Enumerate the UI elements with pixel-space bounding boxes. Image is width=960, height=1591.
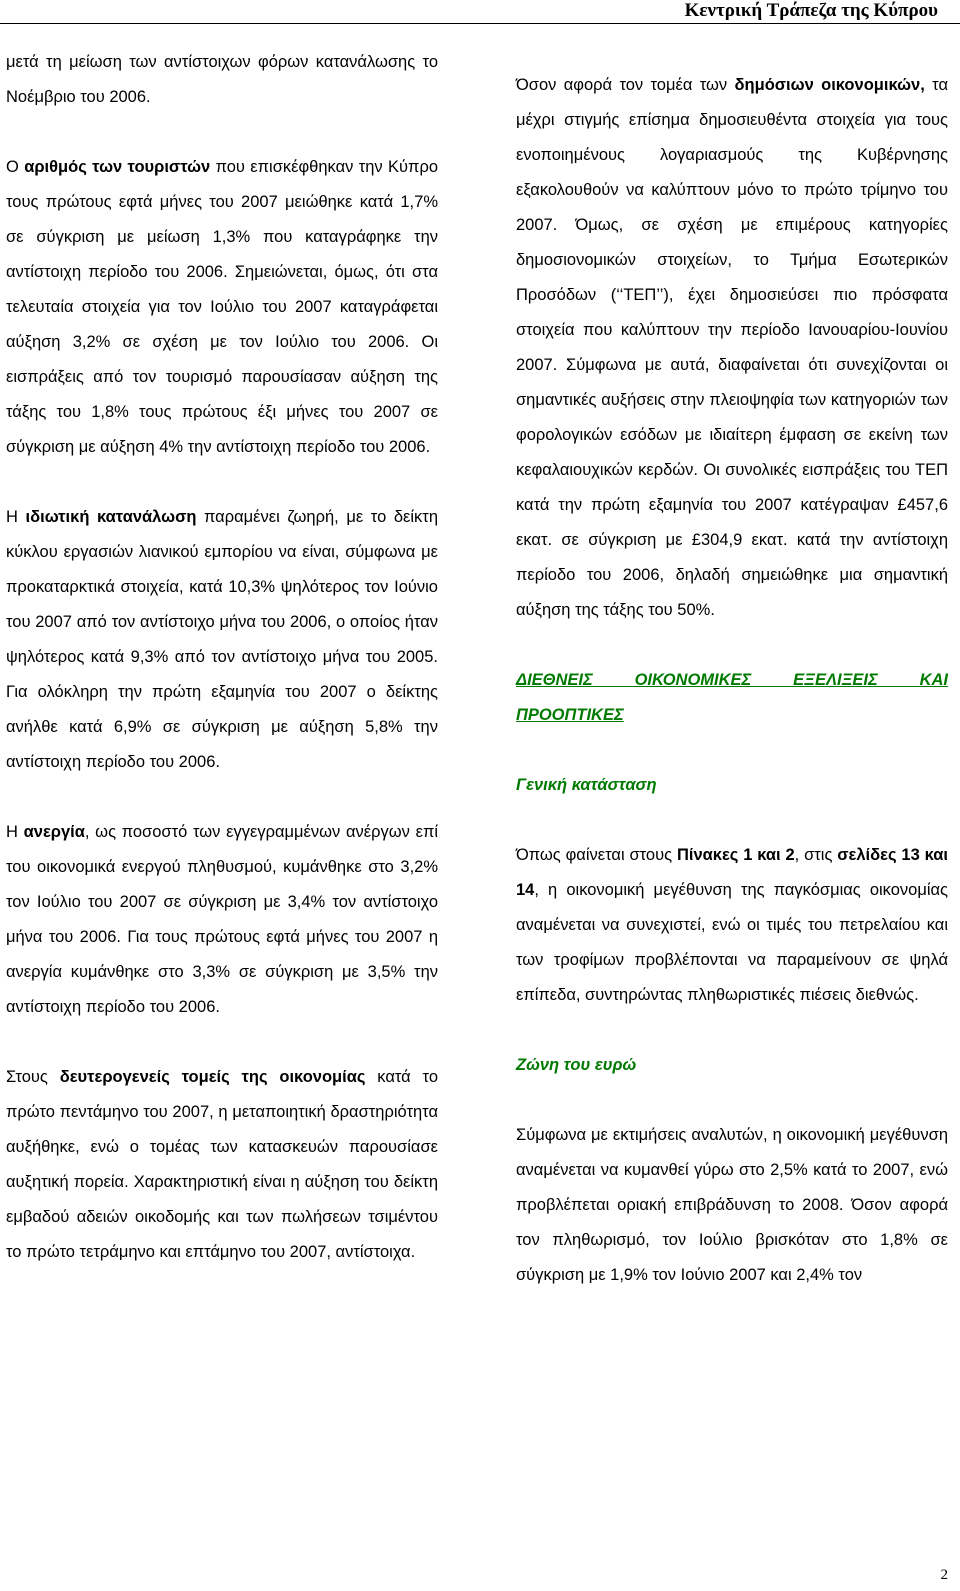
paragraph-global-growth: Όπως φαίνεται στους Πίνακες 1 και 2, στις σελίδες 13 και 14, η οικονομική μεγέθυνση της παγκόσμιας οικονομίας αναμένεται να συνεχιστεί, ενώ οι τιμές του πετρελαίου και των τροφίμων προβλέπονται να παραμείνουν σε ψηλά επίπεδα, συντηρώντας πληθωριστικές πιέσεις διεθνώς. <box>516 846 948 1004</box>
header-title: Κεντρική Τράπεζα της Κύπρου <box>684 0 938 21</box>
paragraph-secondary-sectors: Στους δευτερογενείς τομείς της οικονομίας κατά το πρώτο πεντάμηνο του 2007, η μεταποιητική δραστηριότητα αυξήθηκε, ενώ ο τομέας των κατασκευών παρουσίασε αυξητική πορεία. Χαρακτηριστική είναι η αύξηση του δείκτη εμβαδού αδειών οικοδομής και των πωλήσεων τσιμέντου το πρώτο τετράμηνο και επτάμηνο του 2007, αντίστοιχα. <box>6 1068 438 1261</box>
subheading-euro-area: Ζώνη του ευρώ <box>516 1056 637 1074</box>
paragraph-public-finances: Όσον αφορά τον τομέα των δημόσιων οικονομικών, τα μέχρι στιγμής επίσημα δημοσιευθέντα στοιχεία για τους ενοποιημένους λογαριασμούς της Κυβέρνησης εξακολουθούν να καλύπτουν μόνο το πρώτο τρίμηνο του 2007. Όμως, σε σχέση με επιμέρους κατηγορίες δημοσιονομικών στοιχείων, το Τμήμα Εσωτερικών Προσόδων (‘‘ΤΕΠ’’), έχει δημοσιεύσει πιο πρόσφατα στοιχεία που καλύπτουν την περίοδο Ιανουαρίου-Ιουνίου 2007. Σύμφωνα με αυτά, διαφαίνεται ότι συνεχίζονται οι σημαντικές αυξήσεις στην πλειοψηφία των κατηγοριών των φορολογικών εσόδων με ιδιαίτερη έμφαση σε εκείνη των κεφαλαιουχικών κερδών. Οι συνολικές εισπράξεις του ΤΕΠ κατά την πρώτη εξαμηνία του 2007 κατέγραψαν £457,6 εκατ. σε σύγκριση με £304,9 εκατ. κατά την αντίστοιχη περίοδο του 2006, δηλαδή σημειώθηκε μια σημαντική αύξηση της τάξης του 50%. <box>516 76 948 619</box>
paragraph-euro-growth: Σύμφωνα με εκτιμήσεις αναλυτών, η οικονομική μεγέθυνση αναμένεται να κυμανθεί γύρω στο 2,5% κατά το 2007, ενώ προβλέπεται οριακή επιβράδυνση το 2008. Όσον αφορά τον πληθωρισμό, τον Ιούλιο βρισκόταν στο 1,8% σε σύγκριση με 1,9% τον Ιούνιο 2007 και 2,4% τον <box>516 1126 948 1284</box>
section-heading-international: ΔΙΕΘΝΕΙΣ ΟΙΚΟΝΟΜΙΚΕΣ ΕΞΕΛΙΞΕΙΣ ΚΑΙ ΠΡΟΟΠΤΙΚΕΣ <box>516 671 948 724</box>
header-divider <box>0 23 960 24</box>
paragraph-private-consumption: Η ιδιωτική κατανάλωση παραμένει ζωηρή, με το δείκτη κύκλου εργασιών λιανικού εμπορίου να είναι, σύμφωνα με προκαταρκτικά στοιχεία, κατά 10,3% ψηλότερος τον Ιούνιο του 2007 από τον αντίστοιχο μήνα του 2006, ο οποίος ήταν ψηλότερος κατά 9,3% από τον αντίστοιχο μήνα του 2005. Για ολόκληρη την πρώτη εξαμηνία του 2007 ο δείκτης ανήλθε κατά 6,9% σε σύγκριση με αύξηση 5,8% την αντίστοιχη περίοδο του 2006. <box>6 508 438 771</box>
bold-term: αριθμός των τουριστών <box>24 158 211 176</box>
bold-term: ιδιωτική κατανάλωση <box>25 508 197 526</box>
subheading-general-situation: Γενική κατάσταση <box>516 776 657 794</box>
bold-term: δευτερογενείς τομείς της οικονομίας <box>59 1068 366 1086</box>
bold-term: δημόσιων οικονομικών, <box>734 76 925 94</box>
bold-term: σελίδες 13 και 14 <box>516 846 948 899</box>
left-column <box>6 45 438 1270</box>
paragraph-unemployment: Η ανεργία, ως ποσοστό των εγγεγραμμένων ανέργων επί του οικονομικά ενεργού πληθυσμού, κυμάνθηκε στο 3,2% τον Ιούλιο του 2007 σε σύγκριση με 3,4% τον αντίστοιχο μήνα του 2006. Για τους πρώτους εφτά μήνες του 2007 η ανεργία κυμάνθηκε στο 3,3% σε σύγκριση με 3,5% την αντίστοιχη περίοδο του 2006. <box>6 823 438 1016</box>
paragraph-consumption-taxes: μετά τη μείωση των αντίστοιχων φόρων κατανάλωσης το Νοέμβριο του 2006. <box>6 53 438 106</box>
bold-term: ανεργία <box>23 823 85 841</box>
bold-term: Πίνακες 1 και 2 <box>676 846 795 864</box>
paragraph-tourists: Ο αριθμός των τουριστών που επισκέφθηκαν την Κύπρο τους πρώτους εφτά μήνες του 2007 μειώθηκε κατά 1,7% σε σύγκριση με μείωση 1,3% που καταγράφηκε την αντίστοιχη περίοδο του 2006. Σημειώνεται, όμως, ότι στα τελευταία στοιχεία για τον Ιούλιο του 2007 καταγράφεται αύξηση 3,2% σε σχέση με τον Ιούλιο του 2006. Οι εισπράξεις από τον τουρισμό παρουσίασαν αύξηση της τάξης του 1,8% τους πρώτους έξι μήνες του 2007 σε σύγκριση με αύξηση 4% την αντίστοιχη περίοδο του 2006. <box>6 158 439 456</box>
page-number: 2 <box>940 1567 948 1583</box>
right-column <box>516 68 948 1293</box>
